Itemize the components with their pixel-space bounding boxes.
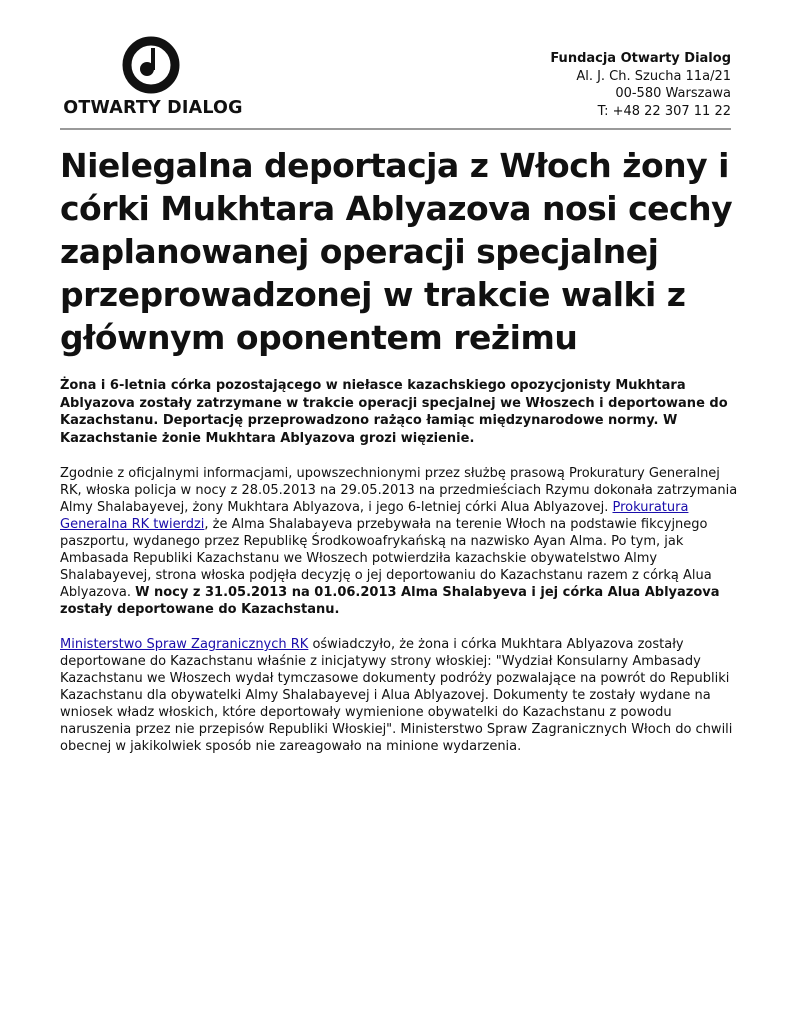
paragraph-2-text: oświadczyło, że żona i córka Mukhtara Ablyazova zostały deportowane do Kazachstanu właśnie z inicjatywy strony włoskiej: "Wydział Konsularny Ambasady Kazachstanu we Włoszech wydał tymczasowe dokumenty podróży pozwalające na powrót do Republiki Kazachstanu dla obywatelki Almy Shalabayevej i Alua Ablyazovej. Dokumenty te zostały wydane na wniosek władz włoskich, które deportowały wymienione obywatelki do Kazachstanu z powodu naruszenia przez nie przepisów Republiki Włoskiej". Ministerstwo Spraw Zagranicznych Włoch do chwili obecnej w jakikolwiek sposób nie zareagowało na minione wydarzenia. — [60, 637, 733, 754]
paragraph-1-bold: W nocy z 31.05.2013 na 01.06.2013 Alma Shalabyeva i jej córka Alua Ablyazova zostały deportowane do Kazachstanu. — [60, 585, 720, 617]
logo — [58, 34, 248, 124]
article — [60, 144, 740, 755]
prokuratura-link[interactable]: Prokuratura Generalna RK twierdzi — [60, 500, 689, 532]
paragraph-1-text-a: Zgodnie z oficjalnymi informacjami, upowszechnionymi przez służbę prasową Prokuratury Generalnej RK, włoska policja w nocy z 28.05.2013 na 29.05.2013 na przedmieściach Rzymu dokonała zatrzymania Almy Shalabayevej, żony Mukhtara Ablyazova, i jego 6-letniej córki Alua Ablyazovej. — [60, 466, 738, 515]
organization-name: Fundacja Otwarty Dialog — [550, 51, 731, 66]
phone-line: T: +48 22 307 11 22 — [597, 103, 731, 119]
music-note-circle-icon — [120, 34, 182, 96]
header-divider — [60, 128, 731, 130]
city-line: 00-580 Warszawa — [615, 86, 731, 101]
logo-text: OTWARTY DIALOG — [63, 98, 243, 118]
address-line: Al. J. Ch. Szucha 11a/21 — [576, 68, 731, 84]
paragraph-1-text-b: , że Alma Shalabayeva przebywała na terenie Włoch na podstawie fikcyjnego paszportu, wydanego przez Republikę Środkowoafrykańską na nazwisko Ayan Alma. Po tym, jak Ambasada Republiki Kazachstanu we Włoszech potwierdziła kazachskie obywatelstwo Almy Shalabayevej, strona włoska podjęła decyzję o jej deportowaniu do Kazachstanu razem z córką Alua Ablyazova. — [60, 517, 712, 600]
paragraph-2 — [60, 636, 740, 755]
article-title: Nielegalna deportacja z Włoch żony i córki Mukhtara Ablyazova nosi cechy zaplanowanej operacji specjalnej przeprowadzonej w trakcie walki z głównym oponentem reżimu — [60, 146, 733, 357]
ministerstwo-link[interactable]: Ministerstwo Spraw Zagranicznych RK — [60, 637, 309, 652]
article-lead: Żona i 6-letnia córka pozostającego w niełasce kazachskiego opozycjonisty Mukhtara Ablyazova zostały zatrzymane w trakcie operacji specjalnej we Włoszech i deportowane do Kazachstanu. Deportację przeprowadzono rażąco łamiąc międzynarodowe normy. W Kazachstanie żonie Mukhtara Ablyazova grozi więzienie. — [60, 378, 728, 446]
contact-block — [550, 50, 731, 120]
paragraph-1 — [60, 465, 740, 618]
